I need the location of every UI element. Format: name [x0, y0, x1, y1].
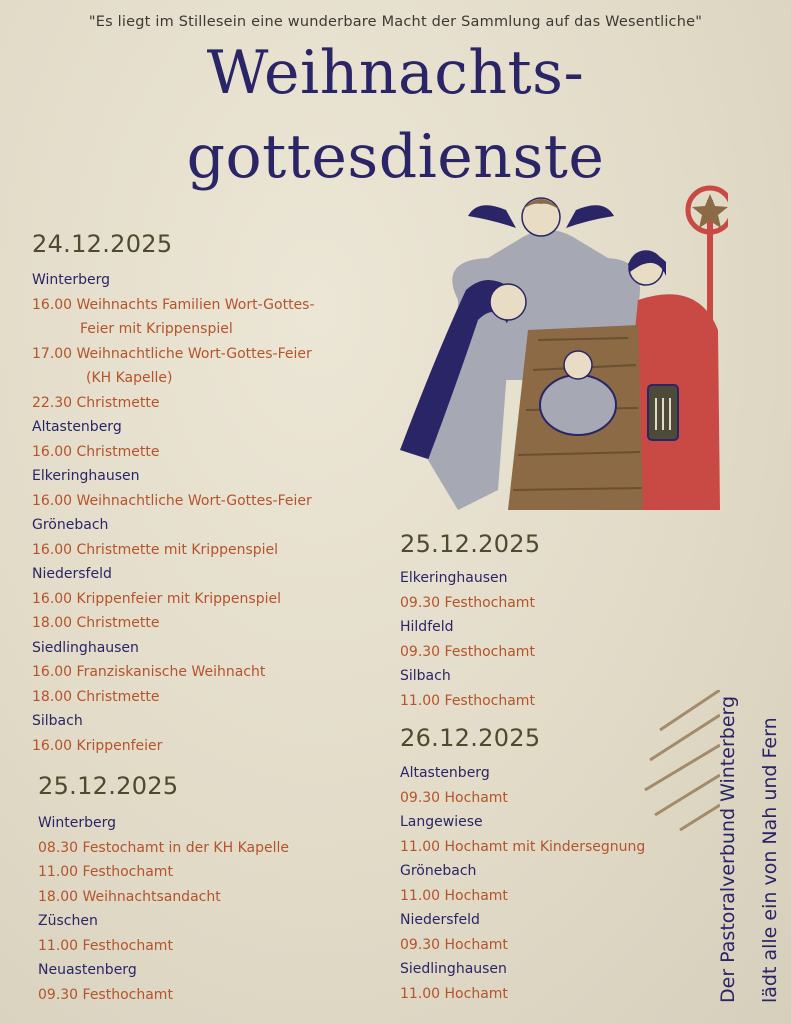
- location-name: Züschen: [38, 913, 98, 929]
- service-entry: 11.00 Festhochamt: [38, 937, 173, 954]
- location-name: Altastenberg: [400, 765, 490, 781]
- location-name: Hildfeld: [400, 619, 454, 635]
- location-name: Grönebach: [400, 863, 477, 879]
- location-name: Winterberg: [32, 272, 111, 288]
- service-entry: 16.00 Krippenfeier mit Krippenspiel: [32, 590, 281, 607]
- schedule-list-26-12: [400, 761, 645, 1006]
- service-entry: 11.00 Hochamt: [400, 887, 508, 904]
- service-entry: 22.30 Christmette: [32, 394, 160, 411]
- service-entry: 18.00 Christmette: [32, 615, 160, 631]
- service-entry: 11.00 Festhochamt: [38, 864, 173, 880]
- mary-head: [490, 284, 526, 320]
- service-entry: 09.30 Festhochamt: [400, 643, 535, 660]
- decorative-strokes: [640, 690, 720, 890]
- title-line-2: gottesdienste: [186, 122, 605, 192]
- side-text-line-2: lädt alle ein von Nah und Fern: [759, 717, 781, 1003]
- location-name: Winterberg: [38, 815, 117, 831]
- service-entry: 16.00 Christmette: [32, 443, 160, 460]
- service-entry: 09.30 Hochamt: [400, 936, 508, 953]
- location-name: Altastenberg: [32, 419, 122, 435]
- service-entry: 11.00 Festhochamt: [400, 692, 535, 709]
- service-entry: (KH Kapelle): [86, 370, 173, 386]
- service-entry: 16.00 Franziskanische Weihnacht: [32, 664, 266, 680]
- service-entry: 16.00 Weihnachtliche Wort-Gottes-Feier: [32, 492, 312, 509]
- schedule-list-24-12: [32, 268, 315, 758]
- service-entry: 18.00 Weihnachtsandacht: [38, 888, 221, 905]
- service-entry: 16.00 Krippenfeier: [32, 737, 163, 754]
- location-name: Niedersfeld: [32, 566, 112, 582]
- location-name: Niedersfeld: [400, 912, 480, 928]
- location-name: Siedlinghausen: [32, 639, 139, 656]
- location-name: Silbach: [400, 668, 451, 684]
- wing-right: [566, 205, 614, 228]
- side-text-line-1: Der Pastoralverbund Winterberg: [717, 695, 739, 1003]
- date-heading-24-12: 24.12.2025: [32, 230, 173, 258]
- service-entry: 16.00 Weihnachts Familien Wort-Gottes-: [32, 296, 315, 313]
- date-heading-26-12: 26.12.2025: [400, 724, 541, 752]
- side-invitation: [715, 648, 791, 1008]
- date-heading-25-12-right: 25.12.2025: [400, 530, 541, 558]
- schedule-list-25-12-left: [38, 811, 289, 1007]
- service-entry: 09.30 Hochamt: [400, 789, 508, 806]
- location-name: Siedlinghausen: [400, 961, 507, 977]
- service-entry: 11.00 Hochamt: [400, 985, 508, 1002]
- service-entry: Feier mit Krippenspiel: [80, 321, 233, 337]
- service-entry: 11.00 Hochamt mit Kindersegnung: [400, 838, 646, 855]
- service-entry: 08.30 Festochamt in der KH Kapelle: [38, 839, 289, 856]
- service-entry: 17.00 Weihnachtliche Wort-Gottes-Feier: [32, 345, 312, 362]
- service-entry: 18.00 Christmette: [32, 688, 160, 705]
- location-name: Langewiese: [400, 814, 483, 830]
- location-name: Neuastenberg: [38, 962, 137, 978]
- schedule-list-25-12-right: [400, 566, 535, 713]
- wing-left: [468, 205, 516, 228]
- service-entry: 09.30 Festhochamt: [400, 594, 535, 611]
- location-name: Elkeringhausen: [32, 468, 140, 484]
- header-quote: "Es liegt im Stillesein eine wunderbare Macht der Sammlung auf das Wesentliche": [88, 14, 703, 30]
- location-name: Silbach: [32, 713, 83, 729]
- service-entry: 16.00 Christmette mit Krippenspiel: [32, 541, 279, 558]
- service-entry: 09.30 Festhochamt: [38, 986, 173, 1003]
- nativity-illustration: [398, 180, 728, 515]
- location-name: Elkeringhausen: [400, 570, 508, 586]
- title-line-1: Weihnachts-: [206, 38, 585, 108]
- location-name: Grönebach: [32, 517, 109, 533]
- date-heading-25-12-left: 25.12.2025: [38, 772, 179, 800]
- baby-icon: [540, 375, 616, 435]
